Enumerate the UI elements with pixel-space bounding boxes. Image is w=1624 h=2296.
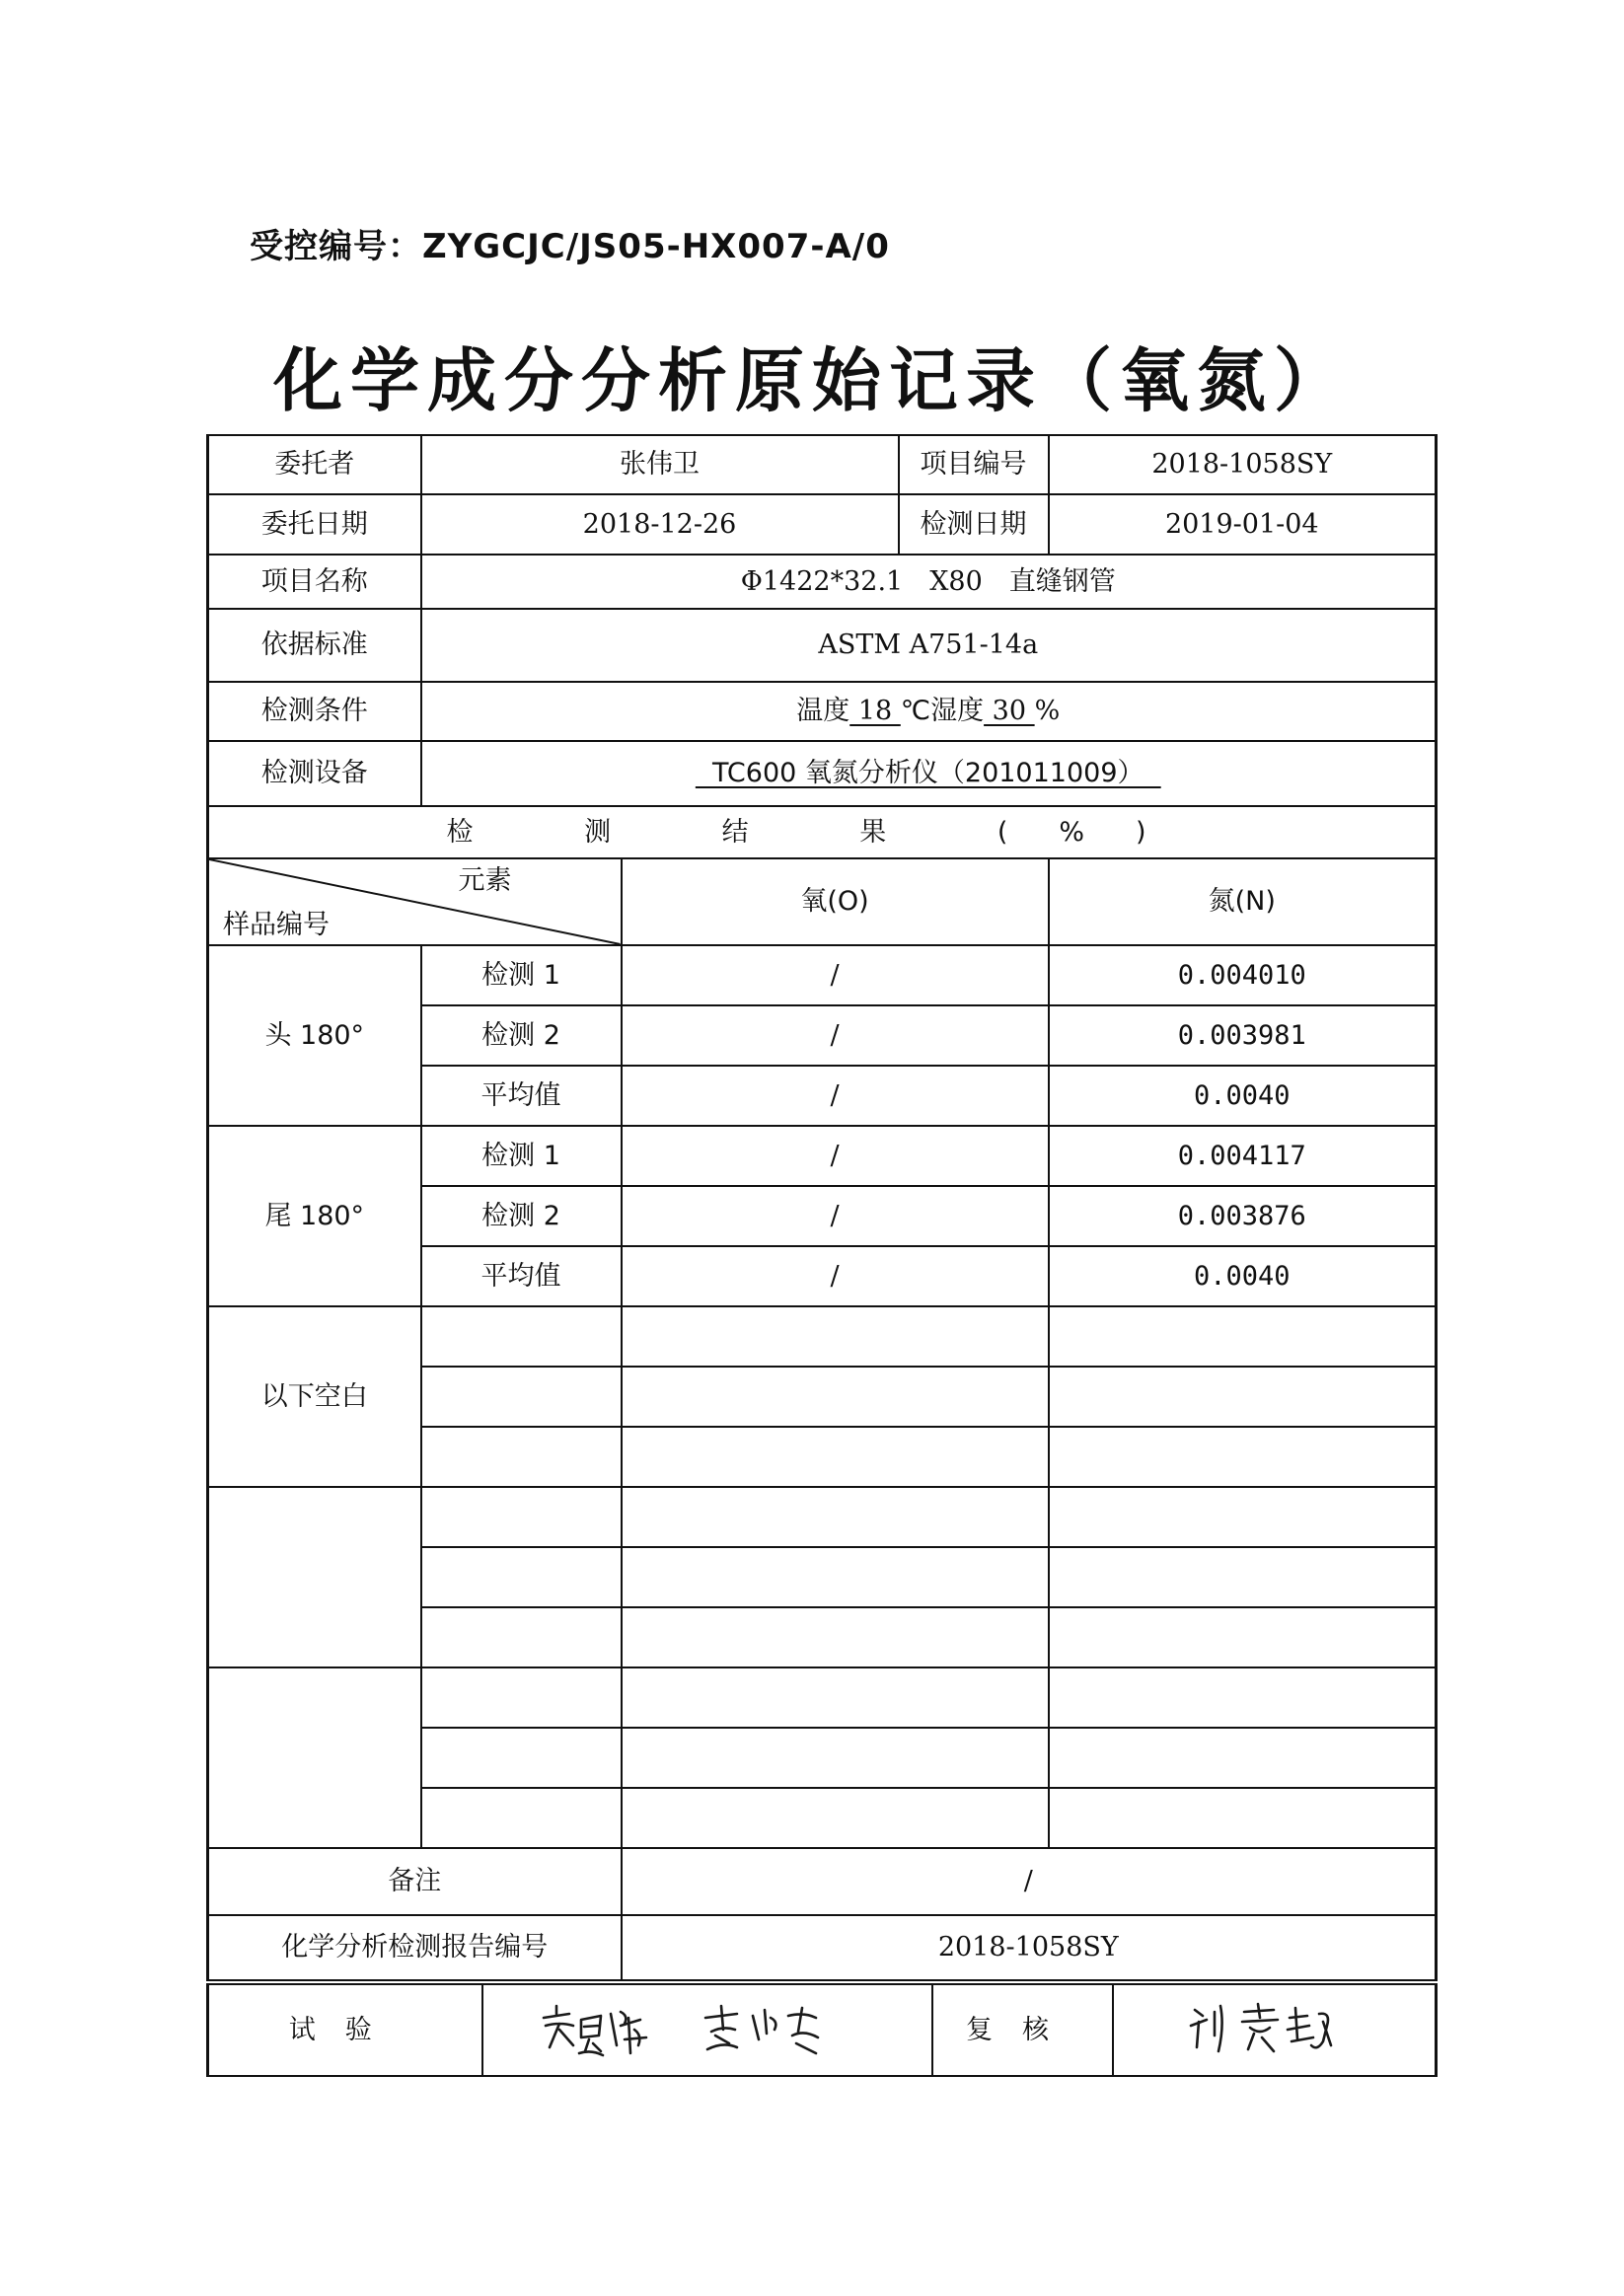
- entrust-date-label: 委托日期: [208, 494, 421, 555]
- nitrogen-value: 0.0040: [1049, 1246, 1437, 1306]
- blank-cell: [421, 1306, 622, 1367]
- row-label: 检测 2: [421, 1005, 622, 1066]
- blank-group-cell: [208, 1487, 421, 1667]
- humidity-label: ℃湿度: [900, 696, 985, 727]
- reviewer-label: [932, 1984, 1113, 2076]
- element-label: 元素: [458, 865, 512, 896]
- blank-cell: [1049, 1547, 1437, 1607]
- nitrogen-value: 0.004010: [1049, 945, 1437, 1005]
- remarks-label: 备注: [208, 1848, 622, 1915]
- blank-row: [208, 1667, 1437, 1728]
- client-value: 张伟卫: [421, 435, 899, 494]
- blank-cell: [1049, 1487, 1437, 1547]
- blank-cell: [622, 1607, 1049, 1667]
- test-date-value: 2019-01-04: [1049, 494, 1437, 555]
- results-header: [208, 806, 1437, 858]
- report-no-row: [208, 1915, 1437, 1980]
- blank-cell: [622, 1487, 1049, 1547]
- nitrogen-value: 0.003876: [1049, 1186, 1437, 1246]
- client-label: 委托者: [208, 435, 421, 494]
- info-row-dates: [208, 494, 1437, 555]
- table-row: [208, 1126, 1437, 1186]
- report-no-label: 化学分析检测报告编号: [208, 1915, 622, 1980]
- oxygen-header: 氧(O): [622, 858, 1049, 945]
- tester-label-text: 试验: [288, 2014, 402, 2045]
- blank-cell: [622, 1728, 1049, 1788]
- blank-cell: [622, 1306, 1049, 1367]
- project-name-value: Φ1422*32.1 X80 直缝钢管: [421, 555, 1437, 609]
- entrust-date-value: 2018-12-26: [421, 494, 899, 555]
- tester-signature-text-2: [483, 1985, 484, 1986]
- table-row: [208, 945, 1437, 1005]
- reviewer-label-text: 复核: [966, 2014, 1078, 2045]
- blank-cell: [1049, 1427, 1437, 1487]
- oxygen-value: /: [622, 1186, 1049, 1246]
- row-label: 平均值: [421, 1066, 622, 1126]
- equipment-value: [421, 741, 1437, 806]
- blank-cell: [421, 1427, 622, 1487]
- temperature-value: 18: [849, 696, 901, 727]
- blank-cell: [622, 1667, 1049, 1728]
- blank-cell: [421, 1607, 622, 1667]
- blank-cell: [1049, 1306, 1437, 1367]
- blank-cell: [1049, 1667, 1437, 1728]
- standard-value: ASTM A751-14a: [421, 609, 1437, 682]
- equipment-label: 检测设备: [208, 741, 421, 806]
- remarks-row: [208, 1848, 1437, 1915]
- temperature-label: 温度: [796, 696, 850, 727]
- nitrogen-value: 0.003981: [1049, 1005, 1437, 1066]
- control-number: 受控编号：ZYGCJC/JS05-HX007-A/0: [250, 227, 890, 266]
- sample-no-label: 样品编号: [223, 909, 330, 940]
- blank-cell: [421, 1728, 622, 1788]
- oxygen-value: /: [622, 1005, 1049, 1066]
- signature-row: [208, 1984, 1437, 2076]
- info-row-standard: [208, 609, 1437, 682]
- blank-below-label: 以下空白: [208, 1306, 421, 1487]
- tester-label: [208, 1984, 482, 2076]
- reviewer-signature: [1113, 1984, 1437, 2076]
- standard-label: 依据标准: [208, 609, 421, 682]
- project-no-label: 项目编号: [899, 435, 1049, 494]
- blank-group-cell: [208, 1667, 421, 1848]
- blank-cell: [421, 1788, 622, 1848]
- diagonal-header-cell: [208, 858, 622, 945]
- blank-cell: [622, 1547, 1049, 1607]
- blank-cell: [1049, 1788, 1437, 1848]
- sample-name-head: 头 180°: [208, 945, 421, 1126]
- tester-signatures: [482, 1984, 932, 2076]
- tester-handwritten-signature: [530, 1996, 885, 2065]
- blank-cell: [622, 1788, 1049, 1848]
- nitrogen-value: 0.004117: [1049, 1126, 1437, 1186]
- blank-cell: [421, 1487, 622, 1547]
- row-label: 检测 2: [421, 1186, 622, 1246]
- project-no-value: 2018-1058SY: [1049, 435, 1437, 494]
- conditions-label: 检测条件: [208, 682, 421, 741]
- report-no-value: 2018-1058SY: [622, 1915, 1437, 1980]
- blank-cell: [421, 1367, 622, 1427]
- blank-cell: [1049, 1607, 1437, 1667]
- signature-table: [206, 1983, 1438, 2077]
- oxygen-value: /: [622, 945, 1049, 1005]
- nitrogen-value: 0.0040: [1049, 1066, 1437, 1126]
- humidity-value: 30: [984, 696, 1035, 727]
- conditions-value: [421, 682, 1437, 741]
- oxygen-value: /: [622, 1126, 1049, 1186]
- info-row-conditions: [208, 682, 1437, 741]
- reviewer-signature-text: [1114, 1985, 1115, 1986]
- project-name-label: 项目名称: [208, 555, 421, 609]
- blank-row: [208, 1306, 1437, 1367]
- row-label: 检测 1: [421, 1126, 622, 1186]
- nitrogen-header: 氮(N): [1049, 858, 1437, 945]
- blank-row: [208, 1487, 1437, 1547]
- record-form: [206, 434, 1438, 1981]
- results-header-text: 检 测 结 果 (%): [446, 816, 1198, 848]
- results-header-row: [208, 806, 1437, 858]
- blank-cell: [421, 1667, 622, 1728]
- row-label: 检测 1: [421, 945, 622, 1005]
- test-date-label: 检测日期: [899, 494, 1049, 555]
- blank-cell: [1049, 1728, 1437, 1788]
- tester-signature-text-1: [483, 1985, 484, 1986]
- blank-cell: [622, 1427, 1049, 1487]
- blank-cell: [1049, 1367, 1437, 1427]
- sample-name-tail: 尾 180°: [208, 1126, 421, 1306]
- remarks-value: /: [622, 1848, 1437, 1915]
- humidity-unit: %: [1034, 696, 1061, 727]
- info-row-client: [208, 435, 1437, 494]
- oxygen-value: /: [622, 1066, 1049, 1126]
- equipment-text: TC600 氧氮分析仪（201011009）: [695, 758, 1161, 789]
- oxygen-value: /: [622, 1246, 1049, 1306]
- reviewer-handwritten-signature: [1175, 1996, 1372, 2065]
- column-header-row: [208, 858, 1437, 945]
- info-row-project: [208, 555, 1437, 609]
- info-row-equipment: [208, 741, 1437, 806]
- blank-cell: [622, 1367, 1049, 1427]
- row-label: 平均值: [421, 1246, 622, 1306]
- document-title: 化学成分分析原始记录（氧氮）: [273, 340, 1351, 421]
- blank-cell: [421, 1547, 622, 1607]
